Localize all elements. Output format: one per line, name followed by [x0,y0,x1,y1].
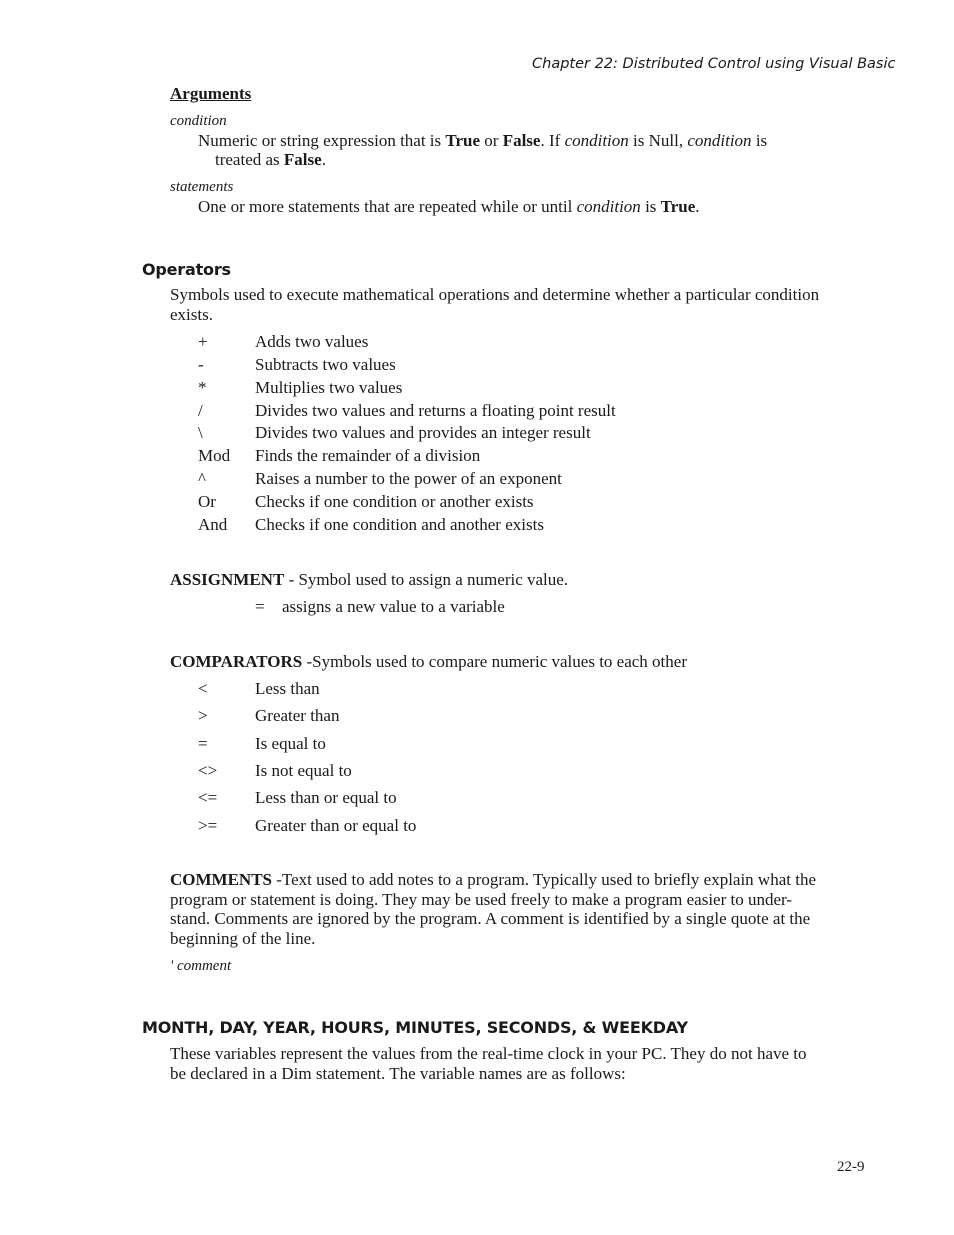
operator-description: Multiplies two values [255,378,403,397]
statements-term: statements [170,179,234,195]
clock-paragraph-line2: be declared in a Dim statement. The variable names are as follows: [170,1064,626,1083]
condition-description-continued: treated as False. [215,150,326,169]
comparator-symbol: = [198,734,208,753]
operator-description: Subtracts two values [255,355,396,374]
comments-line2: program or statement is doing. They may be used freely to make a program easier to under- [170,890,793,909]
operator-symbol: \ [198,423,203,442]
arguments-heading: Arguments [170,84,252,103]
assignment-symbol: = [255,597,265,616]
comparator-description: Greater than [255,706,340,725]
comparator-symbol: <> [198,761,218,780]
comparator-symbol: > [198,706,208,725]
operator-symbol: + [198,332,208,351]
comparators-label: COMPARATORS [170,652,303,671]
operator-symbol: * [198,378,207,397]
operator-description: Checks if one condition or another exists [255,492,534,511]
operator-description: Adds two values [255,332,369,351]
assignment-description: assigns a new value to a variable [282,597,505,616]
assignment-line: ASSIGNMENT - Symbol used to assign a numeric value. [170,570,569,589]
operator-symbol: / [198,401,203,420]
condition-description: Numeric or string expression that is True or False. If condition is Null, condition is [198,131,768,150]
comparator-symbol: < [198,679,208,698]
comparator-description: Is not equal to [255,761,352,780]
comparator-description: Is equal to [255,734,326,753]
operator-description: Raises a number to the power of an exponent [255,469,562,488]
page-number: 22-9 [837,1159,865,1175]
comparator-symbol: >= [198,816,218,835]
clock-heading: MONTH, DAY, YEAR, HOURS, MINUTES, SECONDS, & WEEKDAY [142,1018,688,1037]
operator-description: Checks if one condition and another exists [255,515,544,534]
comment-example: ' comment [170,958,232,974]
operator-symbol: ^ [198,469,206,488]
comparators-line: COMPARATORS -Symbols used to compare numeric values to each other [170,652,687,671]
comments-line1: COMMENTS -Text used to add notes to a program. Typically used to briefly explain what the [170,870,816,889]
operator-symbol: - [198,355,204,374]
comparator-description: Less than [255,679,320,698]
comments-line4: beginning of the line. [170,929,316,948]
operators-intro-line1: Symbols used to execute mathematical operations and determine whether a particular condition [170,285,820,304]
comparator-description: Less than or equal to [255,788,397,807]
assignment-label: ASSIGNMENT [170,570,285,589]
operator-description: Divides two values and provides an integer result [255,423,591,442]
comparator-description: Greater than or equal to [255,816,417,835]
comparator-symbol: <= [198,788,218,807]
operator-symbol: And [198,515,228,534]
clock-paragraph-line1: These variables represent the values from the real-time clock in your PC. They do not have to [170,1044,807,1063]
statements-description: One or more statements that are repeated while or until condition is True. [198,197,700,216]
operator-description: Finds the remainder of a division [255,446,481,465]
operator-symbol: Mod [198,446,231,465]
operators-intro-line2: exists. [170,305,213,324]
condition-term: condition [170,113,227,129]
comments-line3: stand. Comments are ignored by the program. A comment is identified by a single quote at the [170,909,811,928]
comments-label: COMMENTS [170,870,272,889]
operators-heading: Operators [142,260,231,279]
operator-symbol: Or [198,492,216,511]
operator-description: Divides two values and returns a floating point result [255,401,616,420]
running-header: Chapter 22: Distributed Control using Visual Basic [532,56,896,72]
